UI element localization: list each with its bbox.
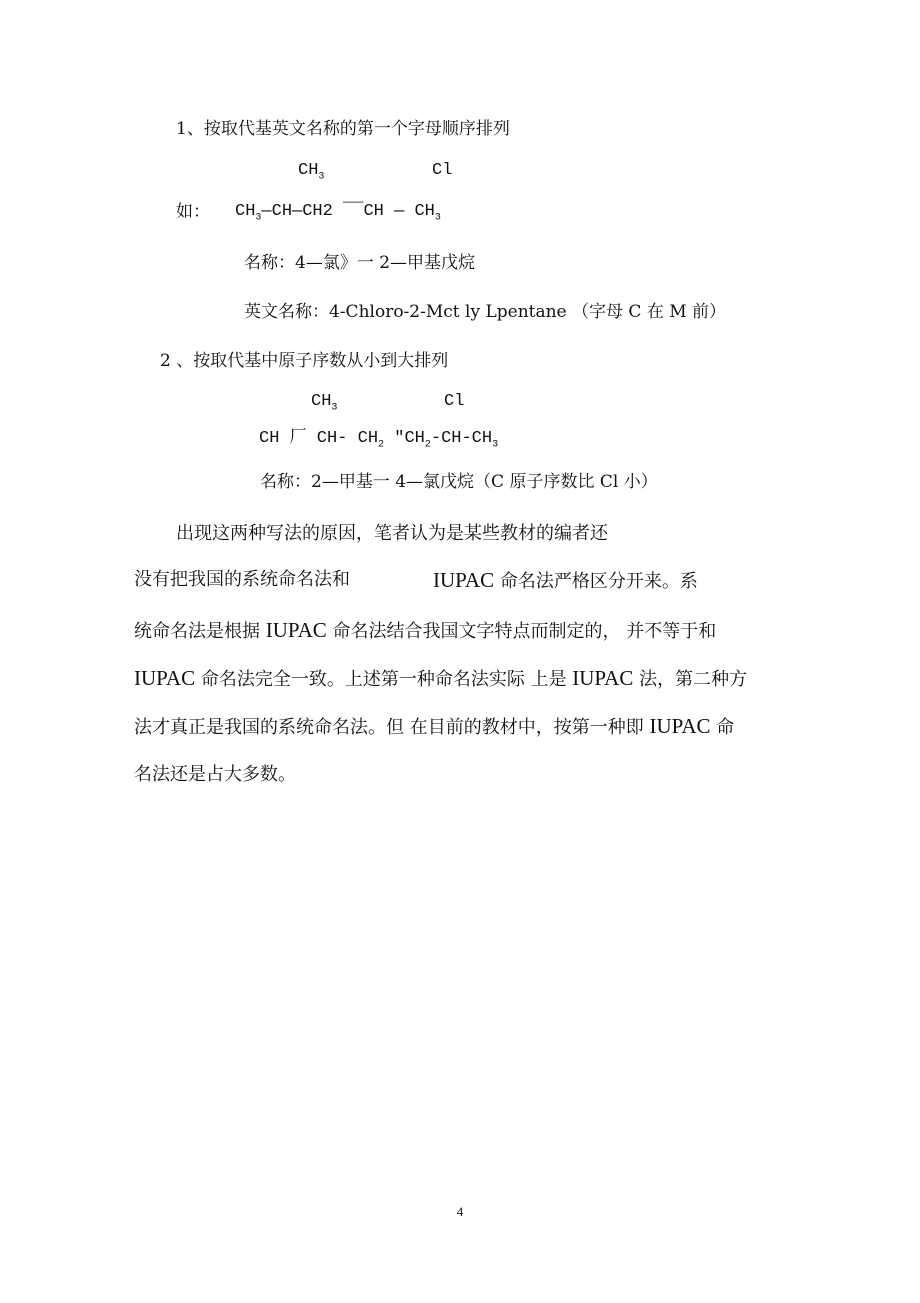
paragraph-line-2-part-b: IUPAC	[433, 568, 495, 592]
rule2-formula-substituent-cl: Cl	[444, 392, 465, 411]
rule2-formula-main-chain: CH 厂 CH- $CH_2$ $''CH_2-CH-CH_3$	[259, 429, 499, 451]
paragraph-line-6: 名法还是占大多数。	[134, 764, 296, 785]
paragraph-line-1: 出现这两种写法的原因，笔者认为是某些教材的编者还	[176, 523, 608, 544]
paragraph-line-2-part-a: 没有把我国的系统命名法和	[134, 569, 350, 590]
paragraph-line-2-part-b-wrap	[433, 568, 698, 594]
rule1-formula-substituent-ch3: $CH_3$	[298, 161, 325, 183]
rule2-formula-substituent-ch3: $CH_3$	[311, 392, 338, 414]
paragraph-line-4: IUPAC 命名法完全一致。上述第一种命名法实际 上是 IUPAC 法，第二种方	[134, 666, 748, 690]
rule2-chinese-name: 名称：2—甲基一 4—氯戊烷（C 原子序数比 Cl 小）	[260, 472, 658, 492]
rule1-chinese-name: 名称：4—氯》一 2—甲基戊烷	[244, 253, 476, 273]
page-number: 4	[456, 1204, 464, 1219]
rule1-english-name: 英文名称：4-Chloro-2-Mct ly Lpentane （字母 C 在 M 前）	[244, 302, 727, 322]
paragraph-line-3: 统命名法是根据 IUPAC 命名法结合我国文字特点而制定的， 并不等于和	[134, 618, 717, 642]
rule2-heading: 2 、按取代基中原子序数从小到大排列	[160, 351, 449, 371]
rule1-example-label: 如：	[176, 202, 210, 222]
rule1-heading: 1、按取代基英文名称的第一个字母顺序排列	[176, 119, 510, 139]
paragraph-line-2	[134, 568, 834, 594]
rule1-formula-substituent-cl: Cl	[432, 161, 453, 180]
paragraph-line-2-part-c: 命名法严格区分开来。系	[494, 571, 698, 592]
rule1-formula-main-chain: $CH_3—CH—CH2$ ¯¯CH — $CH_3$	[235, 202, 441, 224]
paragraph-line-5: 法才真正是我国的系统命名法。但 在目前的教材中，按第一种即 IUPAC 命	[134, 714, 735, 738]
